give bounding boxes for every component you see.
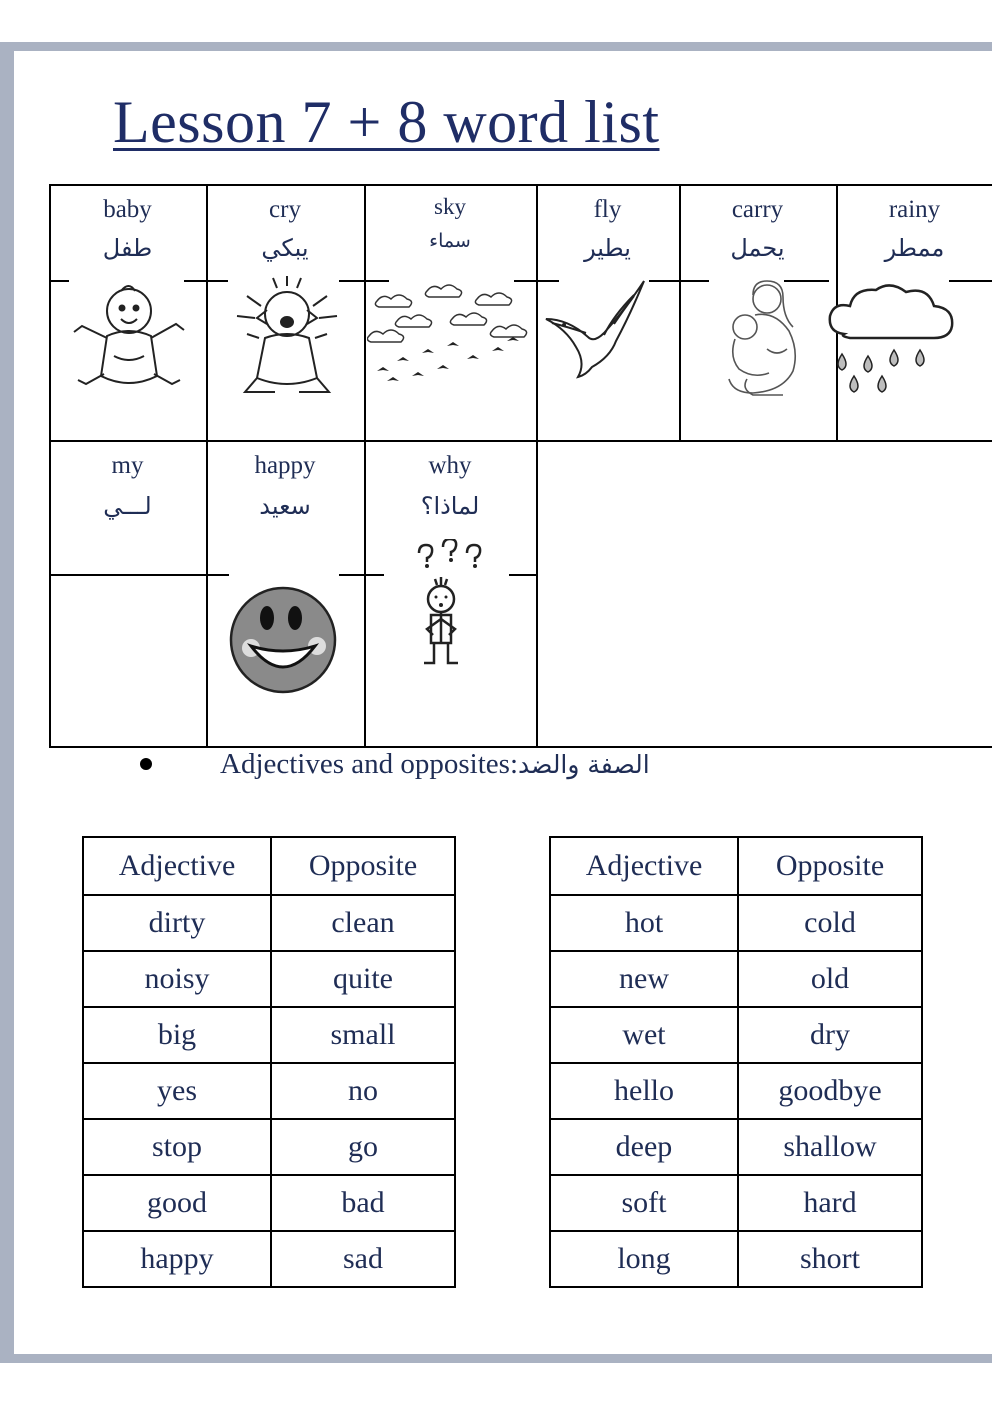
opposite-cell: short	[738, 1231, 922, 1287]
grid-line	[949, 280, 992, 282]
adjective-cell: happy	[83, 1231, 271, 1287]
grid-line	[339, 574, 384, 576]
vocab-word: fly	[593, 196, 622, 223]
baby-icon	[64, 276, 194, 401]
adjective-cell: hello	[550, 1063, 738, 1119]
grid-line	[649, 280, 709, 282]
opposite-cell: clean	[271, 895, 455, 951]
page-frame-top	[0, 42, 992, 51]
adjective-cell: big	[83, 1007, 271, 1063]
column-header: Adjective	[550, 837, 738, 895]
table-row	[550, 1063, 922, 1119]
vocab-arabic: يطير	[584, 234, 631, 262]
crying-child-icon	[227, 276, 347, 401]
opposite-cell: cold	[738, 895, 922, 951]
adjective-cell: soft	[550, 1175, 738, 1231]
section-heading	[140, 748, 650, 781]
table-row	[550, 1007, 922, 1063]
column-header: Opposite	[271, 837, 455, 895]
adjective-cell: hot	[550, 895, 738, 951]
table-row	[550, 895, 922, 951]
opposite-cell: bad	[271, 1175, 455, 1231]
vocab-word: sky	[434, 194, 466, 219]
vocab-arabic: سعيد	[259, 492, 311, 520]
section-arabic: الصفة والضد	[518, 750, 650, 779]
page-frame-bottom	[0, 1354, 992, 1363]
adjective-cell: new	[550, 951, 738, 1007]
table-row	[83, 1119, 455, 1175]
adjectives-table-right	[549, 836, 923, 1288]
vocab-word: rainy	[888, 196, 941, 223]
vocab-arabic: يحمل	[730, 234, 785, 262]
opposite-cell: goodbye	[738, 1063, 922, 1119]
opposite-cell: hard	[738, 1175, 922, 1231]
table-row	[83, 1007, 455, 1063]
grid-line	[536, 184, 538, 748]
opposite-cell: no	[271, 1063, 455, 1119]
adjective-cell: deep	[550, 1119, 738, 1175]
adjectives-table-left	[82, 836, 456, 1288]
sky-clouds-birds-icon	[367, 281, 532, 391]
table-row	[83, 951, 455, 1007]
grid-line	[509, 574, 537, 576]
opposite-cell: small	[271, 1007, 455, 1063]
table-row	[550, 1175, 922, 1231]
section-label: Adjectives and opposites:	[220, 748, 519, 780]
grid-line	[49, 184, 992, 186]
opposite-cell: shallow	[738, 1119, 922, 1175]
table-row	[550, 1119, 922, 1175]
opposite-cell: quite	[271, 951, 455, 1007]
grid-line	[49, 440, 992, 442]
adjective-cell: good	[83, 1175, 271, 1231]
grid-line	[49, 574, 229, 576]
opposite-cell: dry	[738, 1007, 922, 1063]
bullet-icon	[140, 758, 152, 770]
table-row	[83, 1175, 455, 1231]
vocab-word: baby	[103, 196, 152, 223]
page-title: Lesson 7 + 8 word list	[113, 89, 660, 155]
flying-bird-icon	[544, 279, 654, 389]
vocab-word: cry	[269, 196, 301, 223]
adjective-cell: long	[550, 1231, 738, 1287]
vocab-grid	[49, 184, 992, 748]
adjective-cell: noisy	[83, 951, 271, 1007]
table-row	[83, 895, 455, 951]
mother-carrying-child-icon	[707, 279, 817, 399]
page-frame-left	[0, 42, 14, 1362]
vocab-word: happy	[254, 452, 316, 479]
adjective-cell: yes	[83, 1063, 271, 1119]
adjective-cell: stop	[83, 1119, 271, 1175]
column-header: Adjective	[83, 837, 271, 895]
vocab-arabic: طفل	[102, 234, 153, 262]
column-header: Opposite	[738, 837, 922, 895]
vocab-word: why	[428, 452, 472, 479]
vocab-arabic: لـــي	[103, 492, 152, 520]
smiley-face-icon	[227, 584, 339, 696]
opposite-cell: old	[738, 951, 922, 1007]
table-row	[550, 1231, 922, 1287]
vocab-word: carry	[731, 196, 784, 223]
vocab-arabic: ممطر	[884, 234, 945, 262]
table-row	[83, 1231, 455, 1287]
confused-person-icon	[409, 539, 499, 669]
opposite-cell: go	[271, 1119, 455, 1175]
opposite-cell: sad	[271, 1231, 455, 1287]
vocab-arabic: سماء	[429, 230, 471, 252]
vocab-word: my	[111, 452, 144, 479]
table-row	[550, 951, 922, 1007]
adjective-cell: dirty	[83, 895, 271, 951]
table-row	[83, 1063, 455, 1119]
adjective-cell: wet	[550, 1007, 738, 1063]
vocab-arabic: لماذا؟	[420, 492, 480, 520]
vocab-arabic: يبكي	[261, 234, 309, 262]
rain-cloud-icon	[824, 284, 959, 399]
